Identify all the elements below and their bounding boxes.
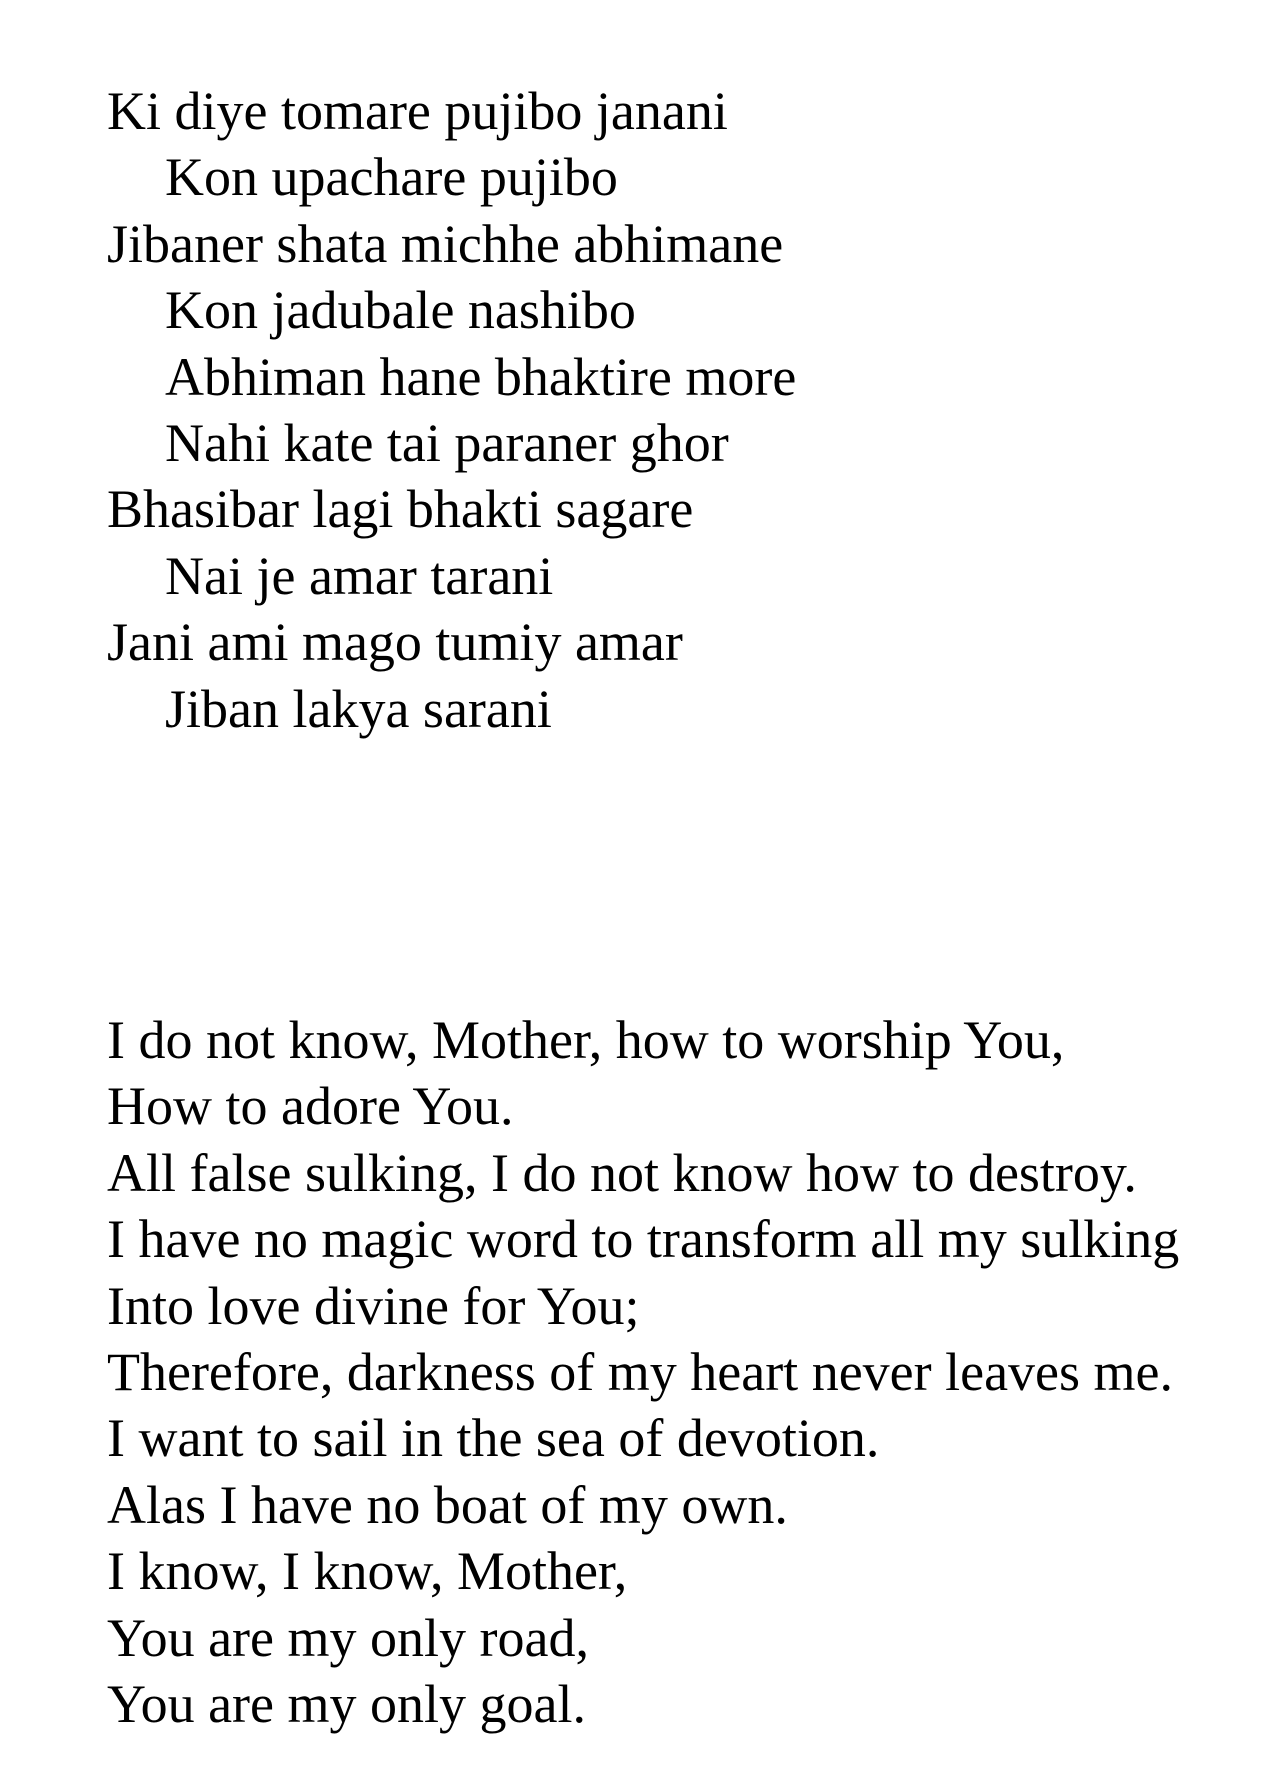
translation-verse (107, 1007, 1179, 1737)
translation-line: I have no magic word to transform all my sulking (107, 1209, 1180, 1270)
translation-line: Into love divine for You; (107, 1275, 640, 1336)
verse-line: Kon upachare pujibo (165, 147, 618, 208)
verse-line: Abhiman hane bhaktire more (165, 346, 797, 407)
translation-line: You are my only goal. (107, 1674, 586, 1735)
translation-line: I do not know, Mother, how to worship You, (107, 1010, 1065, 1070)
translation-line: Therefore, darkness of my heart never leaves me. (107, 1342, 1173, 1403)
verse-line: Nahi kate tai paraner ghor (165, 413, 729, 474)
original-verse (107, 78, 796, 742)
translation-line: I know, I know, Mother, (107, 1541, 628, 1602)
verse-line: Jani ami mago tumiy amar (107, 612, 683, 673)
verse-line: Jiban lakya sarani (165, 678, 552, 739)
verse-line: Nai je amar tarani (165, 545, 554, 606)
translation-line: All false sulking, I do not know how to destroy. (107, 1142, 1137, 1203)
verse-line: Bhasibar lagi bhakti sagare (107, 479, 694, 540)
translation-line: You are my only road, (107, 1607, 589, 1668)
translation-line: I want to sail in the sea of devotion. (107, 1408, 880, 1469)
verse-line: Kon jadubale nashibo (165, 280, 636, 341)
verse-line: Jibaner shata michhe abhimane (107, 213, 784, 274)
verse-line: Ki diye tomare pujibo janani (107, 81, 728, 141)
translation-line: How to adore You. (107, 1076, 514, 1137)
translation-line: Alas I have no boat of my own. (107, 1474, 788, 1535)
